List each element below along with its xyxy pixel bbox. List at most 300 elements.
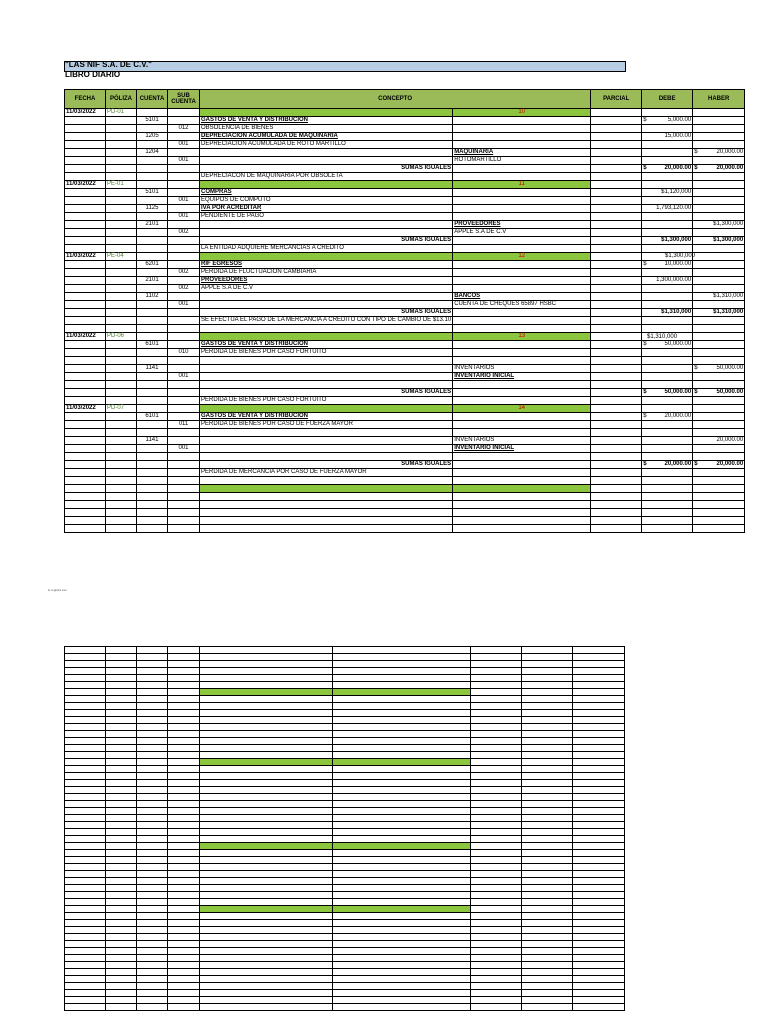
cell-cuenta: [137, 245, 168, 253]
cell-concepto-2: INVENTARIO INICIAL: [453, 445, 591, 453]
journal-row: [65, 493, 745, 501]
blank-cell: [106, 990, 137, 997]
cell-poliza: [106, 133, 137, 141]
blank-row: [65, 815, 625, 822]
blank-cell: [471, 801, 522, 808]
cell-debe: [642, 269, 693, 277]
blank-cell: [137, 913, 168, 920]
blank-cell: [573, 927, 625, 934]
blank-cell: [573, 689, 625, 696]
blank-cell: [200, 885, 333, 892]
cell-concepto: DEPRECIACION ACUMULADA DE ROTO MARTILLO: [200, 141, 453, 149]
cell-poliza: [106, 445, 137, 453]
cell-fecha: [65, 469, 106, 477]
cell-concepto: [200, 333, 453, 341]
cell-subcuenta: [168, 221, 200, 229]
cell-debe: [642, 421, 693, 429]
blank-cell: [65, 864, 106, 871]
cell-parcial: [591, 397, 642, 405]
cell-fecha: [65, 381, 106, 389]
blank-cell: [137, 808, 168, 815]
blank-cell: [106, 822, 137, 829]
blank-cell: [522, 920, 573, 927]
cell-parcial: [591, 381, 642, 389]
journal-row: [65, 261, 745, 269]
cell-haber: [693, 525, 745, 533]
blank-cell: [200, 724, 333, 731]
cell-cuenta: 1102: [137, 293, 168, 301]
cell-fecha: [65, 501, 106, 509]
journal-row: [65, 325, 745, 333]
cell-subcuenta: [168, 325, 200, 333]
cell-concepto: [200, 181, 453, 189]
blank-cell: [168, 745, 200, 752]
cell-cuenta: [137, 157, 168, 165]
cell-subcuenta: [168, 381, 200, 389]
blank-cell: [137, 934, 168, 941]
blank-row: [65, 962, 625, 969]
blank-cell: [65, 766, 106, 773]
cell-cuenta: 2101: [137, 221, 168, 229]
journal-row: [65, 141, 745, 149]
blank-cell: [200, 696, 333, 703]
blank-cell: [333, 892, 471, 899]
blank-cell: [65, 962, 106, 969]
blank-cell: [522, 815, 573, 822]
blank-row: [65, 759, 625, 766]
blank-cell: [106, 696, 137, 703]
cell-subcuenta: [168, 517, 200, 525]
blank-cell: [573, 864, 625, 871]
journal-row: [65, 469, 745, 477]
blank-cell: [200, 829, 333, 836]
blank-cell: [168, 766, 200, 773]
blank-row: [65, 850, 625, 857]
blank-cell: [200, 661, 333, 668]
cell-subcuenta: [168, 389, 200, 397]
blank-cell: [573, 801, 625, 808]
cell-haber: [693, 381, 745, 389]
header-cuenta: CUENTA: [137, 90, 168, 109]
blank-cell: [573, 696, 625, 703]
blank-cell: [522, 654, 573, 661]
blank-cell: [573, 899, 625, 906]
cell-concepto-2: [453, 213, 591, 221]
blank-cell: [200, 857, 333, 864]
cell-fecha: [65, 461, 106, 469]
cell-concepto: [200, 381, 453, 389]
cell-poliza: [106, 509, 137, 517]
blank-cell: [106, 668, 137, 675]
cell-parcial: [591, 421, 642, 429]
blank-cell: [65, 948, 106, 955]
cell-concepto-2: INVENTARIOS: [453, 365, 591, 373]
blank-cell: [573, 710, 625, 717]
journal-row: [65, 269, 745, 277]
cell-debe: [642, 229, 693, 237]
blank-cell: [65, 745, 106, 752]
blank-cell: [333, 773, 471, 780]
cell-concepto: [200, 493, 453, 501]
cell-poliza: [106, 229, 137, 237]
blank-row: [65, 934, 625, 941]
blank-cell: [573, 857, 625, 864]
blank-cell: [200, 948, 333, 955]
cell-poliza: [106, 165, 137, 173]
cell-subcuenta: 001: [168, 157, 200, 165]
blank-cell: [573, 759, 625, 766]
blank-cell: [471, 955, 522, 962]
blank-cell: [106, 871, 137, 878]
journal-row: [65, 317, 745, 325]
blank-row: [65, 689, 625, 696]
cell-debe: [642, 525, 693, 533]
cell-parcial: [591, 389, 642, 397]
cell-subcuenta: [168, 477, 200, 485]
cell-concepto: PERDIDA DE BIENES POR CASO FORTUITO: [200, 349, 453, 357]
blank-cell: [471, 976, 522, 983]
blank-cell: [333, 787, 471, 794]
blank-cell: [65, 843, 106, 850]
blank-cell: [573, 724, 625, 731]
cell-concepto: PROVEEDORES: [200, 277, 453, 285]
cell-cuenta: [137, 381, 168, 389]
cell-concepto-2: BANCOS: [453, 293, 591, 301]
blank-cell: [200, 969, 333, 976]
blank-cell: [137, 906, 168, 913]
blank-cell: [200, 1004, 333, 1011]
cell-concepto: PENDIENTE DE PAGO: [200, 213, 453, 221]
blank-cell: [471, 934, 522, 941]
cell-subcuenta: 001: [168, 141, 200, 149]
cell-poliza: [106, 221, 137, 229]
blank-cell: [200, 731, 333, 738]
cell-concepto-2: [453, 189, 591, 197]
blank-cell: [333, 913, 471, 920]
blank-cell: [200, 997, 333, 1004]
blank-cell: [168, 703, 200, 710]
cell-subcuenta: [168, 469, 200, 477]
cell-concepto: COMPRAS: [200, 189, 453, 197]
cell-parcial: [591, 325, 642, 333]
blank-cell: [333, 752, 471, 759]
blank-cell: [168, 941, 200, 948]
blank-row: [65, 836, 625, 843]
blank-cell: [471, 822, 522, 829]
cell-poliza: [106, 453, 137, 461]
cell-subcuenta: 001: [168, 213, 200, 221]
blank-cell: [333, 738, 471, 745]
cell-poliza: [106, 205, 137, 213]
blank-cell: [333, 941, 471, 948]
blank-cell: [333, 654, 471, 661]
blank-cell: [106, 850, 137, 857]
blank-cell: [200, 850, 333, 857]
blank-cell: [137, 717, 168, 724]
cell-fecha: 11/03/2022: [65, 253, 106, 261]
cell-parcial: [591, 493, 642, 501]
journal-row: [65, 485, 745, 493]
cell-fecha: [65, 261, 106, 269]
blank-cell: [137, 836, 168, 843]
cell-haber: $1,310,000: [693, 293, 745, 301]
blank-cell: [137, 829, 168, 836]
cell-concepto: GASTOS DE VENTA Y DISTRIBUCION: [200, 413, 453, 421]
cell-parcial: [591, 405, 642, 413]
cell-debe: [642, 325, 693, 333]
blank-cell: [200, 773, 333, 780]
cell-poliza: [106, 525, 137, 533]
blank-cell: [65, 983, 106, 990]
blank-cell: [522, 766, 573, 773]
header-poliza: PÓLIZA: [106, 90, 137, 109]
blank-row: [65, 738, 625, 745]
blank-cell: [200, 976, 333, 983]
cell-concepto: EQUIPOS DE COMPUTO: [200, 197, 453, 205]
cell-cuenta: [137, 461, 168, 469]
blank-cell: [573, 850, 625, 857]
cell-debe: [642, 405, 693, 413]
blank-cell: [573, 654, 625, 661]
blank-cell: [333, 948, 471, 955]
blank-cell: [471, 696, 522, 703]
journal-row: [65, 157, 745, 165]
cell-cuenta: [137, 285, 168, 293]
cell-haber: [693, 341, 745, 349]
blank-cell: [573, 822, 625, 829]
journal-row: [65, 357, 745, 365]
cell-parcial: [591, 477, 642, 485]
blank-cell: [522, 787, 573, 794]
blank-cell: [200, 752, 333, 759]
blank-cell: [137, 948, 168, 955]
blank-cell: [522, 738, 573, 745]
blank-cell: [333, 815, 471, 822]
journal-row: [65, 373, 745, 381]
cell-concepto: [200, 437, 453, 445]
cell-cuenta: [137, 421, 168, 429]
blank-cell: [573, 836, 625, 843]
cell-parcial: [591, 221, 642, 229]
blank-cell: [137, 682, 168, 689]
blank-cell: [137, 724, 168, 731]
blank-cell: [65, 829, 106, 836]
blank-cell: [573, 745, 625, 752]
cell-haber: [693, 173, 745, 181]
cell-parcial: [591, 293, 642, 301]
blank-cell: [333, 1004, 471, 1011]
cell-concepto: [200, 485, 453, 493]
blank-cell: [333, 808, 471, 815]
cell-concepto-2: 11: [453, 181, 591, 189]
cell-concepto: [200, 501, 453, 509]
blank-cell: [200, 822, 333, 829]
cell-concepto-2: [453, 453, 591, 461]
cell-poliza: [106, 357, 137, 365]
blank-cell: [106, 1004, 137, 1011]
cell-parcial: [591, 501, 642, 509]
blank-cell: [106, 752, 137, 759]
cell-concepto: [200, 157, 453, 165]
cell-parcial: [591, 373, 642, 381]
blank-cell: [137, 654, 168, 661]
cell-fecha: [65, 517, 106, 525]
cell-concepto: PERDIDA DE BIENES POR CASO FORTUITO: [200, 397, 453, 405]
cell-concepto: [200, 453, 453, 461]
cell-debe: [642, 317, 693, 325]
cell-subcuenta: [168, 405, 200, 413]
cell-haber: [693, 133, 745, 141]
blank-cell: [65, 969, 106, 976]
blank-cell: [522, 885, 573, 892]
blank-cell: [65, 696, 106, 703]
cell-parcial: [591, 117, 642, 125]
blank-cell: [106, 997, 137, 1004]
cell-poliza: [106, 293, 137, 301]
blank-cell: [65, 780, 106, 787]
blank-row: [65, 843, 625, 850]
cell-parcial: [591, 205, 642, 213]
cell-fecha: [65, 125, 106, 133]
blank-cell: [471, 661, 522, 668]
journal-row: [65, 293, 745, 301]
cell-debe: [642, 301, 693, 309]
cell-haber: $1,310,000: [693, 309, 745, 317]
blank-cell: [65, 647, 106, 654]
journal-row: [65, 413, 745, 421]
cell-debe: [642, 469, 693, 477]
blank-cell: [522, 892, 573, 899]
cell-concepto: [200, 325, 453, 333]
blank-cell: [522, 731, 573, 738]
cell-parcial: [591, 309, 642, 317]
journal-row: [65, 509, 745, 517]
cell-debe: [642, 477, 693, 485]
blank-cell: [200, 682, 333, 689]
cell-debe: $1,300,000: [642, 237, 693, 245]
journal-row: [65, 221, 745, 229]
cell-concepto: [200, 357, 453, 365]
blank-cell: [573, 941, 625, 948]
cell-fecha: [65, 301, 106, 309]
blank-cell: [573, 878, 625, 885]
journal-row: [65, 461, 745, 469]
blank-cell: [137, 969, 168, 976]
cell-subcuenta: [168, 309, 200, 317]
journal-row: [65, 165, 745, 173]
journal-row: [65, 365, 745, 373]
blank-cell: [65, 759, 106, 766]
blank-cell: [333, 710, 471, 717]
blank-cell: [137, 1004, 168, 1011]
cell-concepto-2: [453, 461, 591, 469]
cell-poliza: [106, 373, 137, 381]
cell-cuenta: 1125: [137, 205, 168, 213]
blank-cell: [168, 871, 200, 878]
cell-fecha: [65, 197, 106, 205]
blank-cell: [106, 927, 137, 934]
cell-debe: $ 20,000.00: [643, 461, 692, 467]
blank-cell: [522, 934, 573, 941]
cell-subcuenta: [168, 237, 200, 245]
cell-poliza: [106, 125, 137, 133]
blank-row: [65, 682, 625, 689]
blank-cell: [200, 990, 333, 997]
blank-cell: [471, 990, 522, 997]
blank-cell: [200, 787, 333, 794]
blank-cell: [522, 969, 573, 976]
blank-cell: [106, 724, 137, 731]
side-note-2: $1,310,000: [647, 334, 678, 340]
cell-haber: $ 50,000.00: [694, 365, 744, 371]
cell-poliza: [106, 461, 137, 469]
blank-cell: [200, 871, 333, 878]
cell-poliza: [106, 149, 137, 157]
cell-debe: [642, 357, 693, 365]
blank-cell: [106, 682, 137, 689]
blank-cell: [471, 703, 522, 710]
journal-row: [65, 197, 745, 205]
blank-cell: [333, 976, 471, 983]
cell-parcial: [591, 125, 642, 133]
cell-concepto: GASTOS DE VENTA Y DISTRIBUCION: [200, 117, 453, 125]
cell-concepto-2: [453, 485, 591, 493]
blank-cell: [65, 927, 106, 934]
cell-subcuenta: [168, 117, 200, 125]
cell-poliza: [106, 429, 137, 437]
blank-cell: [168, 710, 200, 717]
cell-concepto: [200, 253, 453, 261]
cell-fecha: [65, 413, 106, 421]
cell-fecha: [65, 509, 106, 517]
cell-cuenta: [137, 501, 168, 509]
blank-cell: [573, 913, 625, 920]
cell-fecha: [65, 293, 106, 301]
blank-cell: [333, 703, 471, 710]
blank-row: [65, 878, 625, 885]
blank-cell: [333, 997, 471, 1004]
blank-cell: [168, 864, 200, 871]
cell-fecha: [65, 341, 106, 349]
cell-concepto: [200, 405, 453, 413]
blank-cell: [333, 689, 471, 696]
blank-cell: [200, 647, 333, 654]
cell-concepto-2: [453, 261, 591, 269]
blank-cell: [200, 843, 333, 850]
blank-cell: [65, 934, 106, 941]
cell-debe: [642, 109, 693, 117]
cell-poliza: [106, 341, 137, 349]
cell-fecha: 11/03/2022: [65, 333, 106, 341]
blank-cell: [573, 738, 625, 745]
blank-cell: [333, 724, 471, 731]
cell-haber: [693, 413, 745, 421]
cell-parcial: [591, 349, 642, 357]
blank-cell: [168, 787, 200, 794]
cell-concepto-2: [453, 277, 591, 285]
cell-subcuenta: [168, 397, 200, 405]
blank-cell: [106, 857, 137, 864]
blank-cell: [65, 815, 106, 822]
blank-cell: [333, 920, 471, 927]
cell-cuenta: [137, 397, 168, 405]
blank-cell: [333, 682, 471, 689]
cell-concepto: SUMAS IGUALES: [200, 309, 453, 317]
blank-cell: [106, 654, 137, 661]
blank-cell: [573, 752, 625, 759]
cell-haber: [693, 245, 745, 253]
cell-haber: [693, 117, 745, 125]
